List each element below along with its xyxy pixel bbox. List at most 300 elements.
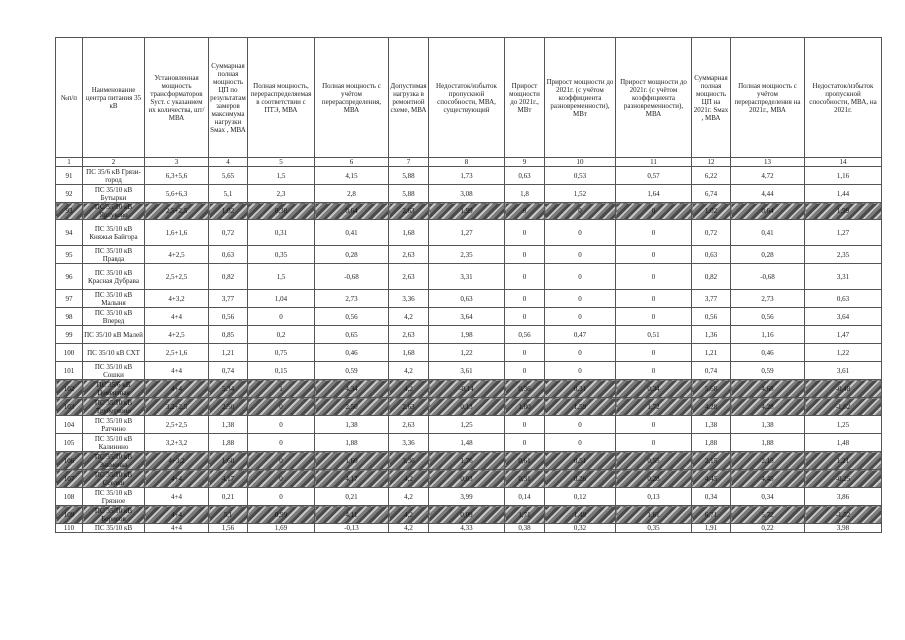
table-row (56, 506, 882, 524)
value-cell: 0,34 (692, 488, 731, 506)
value-cell: 2,35 (429, 246, 505, 264)
value-cell: 4,33 (429, 524, 505, 533)
value-cell: 2,3 (248, 185, 315, 203)
value-cell: 0 (545, 434, 616, 452)
value-cell: 1,80 (505, 398, 545, 416)
table-row (56, 220, 882, 246)
value-cell: 3,99 (429, 488, 505, 506)
value-cell: 3,61 (805, 362, 882, 380)
value-cell: 2,50 (209, 398, 248, 416)
value-cell: 2,50 (315, 398, 389, 416)
value-cell: 4,2 (389, 362, 429, 380)
value-cell: 4,17 (315, 470, 389, 488)
value-cell: 4+4 (145, 470, 209, 488)
value-cell: 1,68 (389, 344, 429, 362)
value-cell: 0,14 (505, 488, 545, 506)
value-cell: 6,3+5,6 (145, 167, 209, 185)
value-cell: 1,38 (731, 416, 805, 434)
value-cell: 4+4 (145, 362, 209, 380)
value-cell: 0 (505, 434, 545, 452)
value-cell: 0 (505, 220, 545, 246)
value-cell: 0 (505, 362, 545, 380)
column-number-row (56, 158, 882, 167)
value-cell: 1,22 (429, 344, 505, 362)
value-cell: 5,1 (209, 185, 248, 203)
value-cell: 2,5+2,5 (145, 416, 209, 434)
value-cell: 0,47 (545, 326, 616, 344)
value-cell: 0,36 (505, 380, 545, 398)
row-number-cell: 96 (56, 264, 83, 290)
value-cell: 1,60 (315, 452, 389, 470)
value-cell: 0,26 (545, 470, 616, 488)
value-cell: 3,36 (389, 452, 429, 470)
row-number-cell: 98 (56, 308, 83, 326)
value-cell: 4,28 (731, 398, 805, 416)
value-cell: 1,88 (209, 434, 248, 452)
value-cell: 1,27 (429, 220, 505, 246)
value-cell: 0,21 (209, 488, 248, 506)
value-cell: 0,56 (315, 308, 389, 326)
value-cell: 0,22 (731, 524, 805, 533)
value-cell: 1,47 (805, 326, 882, 344)
value-cell: 0 (505, 290, 545, 308)
value-cell: 0,64 (315, 203, 389, 220)
value-cell: 1,71 (505, 506, 545, 524)
value-cell: 5,88 (389, 185, 429, 203)
value-cell: 0,31 (505, 470, 545, 488)
value-cell: 0,38 (505, 524, 545, 533)
substation-name-cell: ПС 35/10 кВ Борисов (83, 506, 145, 524)
column-number-2: 2 (83, 158, 145, 167)
value-cell: 4,2 (389, 470, 429, 488)
row-number-cell: 107 (56, 470, 83, 488)
value-cell: 1,48 (805, 434, 882, 452)
value-cell: 4,2 (389, 524, 429, 533)
column-header-6: Полная мощность с учётом перераспределения, МВА (315, 38, 389, 158)
column-number-11: 11 (616, 158, 692, 167)
substation-name-cell: ПС 35/10 кВ Сошки (83, 362, 145, 380)
column-header-8: Недостаток/избыток пропускной способности, МВА, существующий (429, 38, 505, 158)
table-row (56, 398, 882, 416)
value-cell: 5,68 (692, 380, 731, 398)
value-cell: 4,45 (692, 470, 731, 488)
value-cell: 0,64 (731, 203, 805, 220)
value-cell: 0,35 (616, 524, 692, 533)
value-cell: 0 (505, 344, 545, 362)
column-header-5: Полная мощность, перераспределяемая в соответствии с ПТЭ, МВА (248, 38, 315, 158)
value-cell: 0 (616, 434, 692, 452)
value-cell: 0,03 (429, 470, 505, 488)
value-cell: 0,82 (209, 264, 248, 290)
value-cell: 3,98 (805, 524, 882, 533)
column-header-7: Допустимая нагрузка в ремонтной схеме, МВА (389, 38, 429, 158)
value-cell: 0 (616, 290, 692, 308)
data-table (55, 37, 882, 533)
value-cell: 5,34 (209, 380, 248, 398)
row-number-cell: 93 (56, 203, 83, 220)
value-cell: -0,14 (429, 380, 505, 398)
value-cell: 0 (616, 246, 692, 264)
value-cell: 3,61 (429, 362, 505, 380)
row-number-cell: 94 (56, 220, 83, 246)
value-cell: 0 (505, 264, 545, 290)
value-cell: 1,61 (616, 506, 692, 524)
value-cell: 6,22 (692, 167, 731, 185)
value-cell: 4,28 (692, 398, 731, 416)
table-row (56, 416, 882, 434)
value-cell: -1,52 (805, 506, 882, 524)
value-cell: 1,25 (429, 416, 505, 434)
value-cell: 0,57 (616, 167, 692, 185)
value-cell: 0 (248, 452, 315, 470)
column-number-1: 1 (56, 158, 83, 167)
substation-name-cell: ПС 35/10 кВ Малей (83, 326, 145, 344)
value-cell: 0,13 (616, 488, 692, 506)
column-number-5: 5 (248, 158, 315, 167)
substation-name-cell: ПС 35/10 кВ (83, 524, 145, 533)
value-cell: 0,61 (505, 452, 545, 470)
value-cell: 3,36 (389, 290, 429, 308)
value-cell: 0,53 (545, 167, 616, 185)
value-cell: 0 (616, 308, 692, 326)
substation-name-cell: ПС 35/10 кВ Правда (83, 246, 145, 264)
table-row (56, 326, 882, 344)
value-cell: 3,2+3,2 (145, 434, 209, 452)
value-cell: 3,64 (429, 308, 505, 326)
table-row (56, 524, 882, 533)
value-cell: 0,63 (429, 290, 505, 308)
value-cell: 5,1 (209, 506, 248, 524)
value-cell: 0 (545, 416, 616, 434)
value-cell: 1,36 (692, 326, 731, 344)
substation-name-cell: ПС 35/6 кВ Цементная (83, 380, 145, 398)
column-number-3: 3 (145, 158, 209, 167)
substation-name-cell: ПС 35/10 кВ Малыня (83, 290, 145, 308)
table-row (56, 434, 882, 452)
value-cell: 1,64 (616, 185, 692, 203)
value-cell: 0,46 (731, 344, 805, 362)
column-header-3: Установленная мощность трансформаторов Sуст. с указанием их количества, шт/ МВА (145, 38, 209, 158)
row-number-cell: 99 (56, 326, 83, 344)
value-cell: 5,6+6,3 (145, 185, 209, 203)
substation-name-cell: ПС 35/10 кВ Ярлуково (83, 203, 145, 220)
value-cell: 1,69 (248, 524, 315, 533)
value-cell: 0,41 (315, 220, 389, 246)
value-cell: 4,34 (315, 380, 389, 398)
value-cell: 4+2,5 (145, 246, 209, 264)
value-cell: 2,73 (731, 290, 805, 308)
value-cell: 0,2 (248, 326, 315, 344)
table-row (56, 264, 882, 290)
substation-name-cell: ПС 35/10 кВ Трубетчино (83, 398, 145, 416)
value-cell: 4,15 (315, 167, 389, 185)
table-row (56, 290, 882, 308)
value-cell: 0,28 (315, 246, 389, 264)
column-number-8: 8 (429, 158, 505, 167)
value-cell: 3,36 (389, 434, 429, 452)
value-cell: 1,21 (209, 344, 248, 362)
value-cell: 0,55 (616, 452, 692, 470)
value-cell: 1,88 (731, 434, 805, 452)
value-cell: 0,75 (248, 344, 315, 362)
value-cell: 1,02 (692, 203, 731, 220)
value-cell: 1,60 (209, 452, 248, 470)
value-cell: 1,38 (692, 416, 731, 434)
row-number-cell: 91 (56, 167, 83, 185)
value-cell: 0,59 (315, 362, 389, 380)
value-cell: 4,44 (731, 185, 805, 203)
value-cell: 4+3,2 (145, 452, 209, 470)
value-cell: 2,73 (315, 290, 389, 308)
row-number-cell: 102 (56, 380, 83, 398)
value-cell: 4+3,2 (145, 290, 209, 308)
value-cell: 1,98 (429, 326, 505, 344)
value-cell: 3,08 (429, 185, 505, 203)
value-cell: 0 (545, 220, 616, 246)
value-cell: 0 (545, 362, 616, 380)
value-cell: 0 (545, 264, 616, 290)
value-cell: 0 (505, 308, 545, 326)
value-cell: 4,72 (731, 167, 805, 185)
table-row (56, 362, 882, 380)
column-header-1: №п/п (56, 38, 83, 158)
column-number-7: 7 (389, 158, 429, 167)
value-cell: 2,63 (389, 246, 429, 264)
column-number-6: 6 (315, 158, 389, 167)
value-cell: 4,11 (315, 506, 389, 524)
row-number-cell: 109 (56, 506, 83, 524)
value-cell: 0,21 (315, 488, 389, 506)
row-number-cell: 95 (56, 246, 83, 264)
value-cell: 5,72 (731, 506, 805, 524)
value-cell: 1,56 (209, 524, 248, 533)
value-cell: 0,51 (616, 326, 692, 344)
value-cell: 4,17 (209, 470, 248, 488)
value-cell: 2,63 (389, 416, 429, 434)
value-cell: 0,72 (692, 220, 731, 246)
value-cell: 1,59 (545, 398, 616, 416)
value-cell: 1,16 (805, 167, 882, 185)
value-cell: 2,63 (389, 326, 429, 344)
row-number-cell: 104 (56, 416, 83, 434)
table-row (56, 452, 882, 470)
value-cell: 0 (545, 308, 616, 326)
value-cell: 0,13 (429, 398, 505, 416)
value-cell: 4,45 (731, 470, 805, 488)
value-cell: -0,68 (315, 264, 389, 290)
value-cell: 4+4 (145, 488, 209, 506)
value-cell: 5,65 (209, 167, 248, 185)
value-cell: 0,85 (209, 326, 248, 344)
column-header-9: Прирост мощности до 2021г., МВт (505, 38, 545, 158)
value-cell: 6,74 (692, 185, 731, 203)
substation-name-cell: ПС 35/10 кВ Красная Дубрава (83, 264, 145, 290)
substation-name-cell: ПС 35/10 кВ Ратчино (83, 416, 145, 434)
value-cell: 0,15 (248, 362, 315, 380)
column-header-12: Суммарная полная мощность ЦП на 2021г. Sмах , МВА (692, 38, 731, 158)
value-cell: 0 (616, 362, 692, 380)
value-cell: 1,22 (805, 344, 882, 362)
value-cell: 1,99 (429, 203, 505, 220)
value-cell: 0,32 (545, 524, 616, 533)
value-cell: 4,2 (389, 488, 429, 506)
value-cell: 2,63 (389, 203, 429, 220)
value-cell: 0,63 (805, 290, 882, 308)
value-cell: 2,5+2,5 (145, 264, 209, 290)
substation-name-cell: ПС 35/10 кВ СХТ (83, 344, 145, 362)
value-cell: 0 (545, 203, 616, 220)
row-number-cell: 106 (56, 452, 83, 470)
substation-name-cell: ПС 35/10 кВ Калинино (83, 434, 145, 452)
table-row (56, 203, 882, 220)
value-cell: 0,63 (209, 246, 248, 264)
value-cell: 0,34 (616, 380, 692, 398)
table-body (56, 167, 882, 533)
column-number-9: 9 (505, 158, 545, 167)
table-header (56, 38, 882, 167)
value-cell: 4,2 (389, 380, 429, 398)
row-number-cell: 103 (56, 398, 83, 416)
value-cell: 1,88 (315, 434, 389, 452)
column-number-10: 10 (545, 158, 616, 167)
value-cell: 0,74 (209, 362, 248, 380)
column-number-12: 12 (692, 158, 731, 167)
value-cell: 1,5 (248, 167, 315, 185)
value-cell: 0,56 (692, 308, 731, 326)
value-cell: 0 (248, 398, 315, 416)
column-header-13: Полная мощность с учётом перераспределения на 2021г., МВА (731, 38, 805, 158)
value-cell: 1,02 (209, 203, 248, 220)
value-cell: 1,76 (429, 452, 505, 470)
value-cell: 0 (616, 203, 692, 220)
value-cell: 3,86 (805, 488, 882, 506)
value-cell: 0 (248, 434, 315, 452)
value-cell: 3,77 (692, 290, 731, 308)
substation-name-cell: ПС 35/10 кВ Вперед (83, 308, 145, 326)
value-cell: 2,35 (805, 246, 882, 264)
value-cell: 1,44 (805, 185, 882, 203)
value-cell: 1,72 (616, 398, 692, 416)
value-cell: 1,48 (429, 434, 505, 452)
value-cell: 1,52 (545, 185, 616, 203)
value-cell: 1,8 (505, 185, 545, 203)
value-cell: 4,2 (389, 308, 429, 326)
value-cell: 0,99 (248, 506, 315, 524)
value-cell: 2,5+1,6 (145, 344, 209, 362)
column-header-11: Прирост мощности до 2021г. (с учётом коэффициента разновременности), МВА (616, 38, 692, 158)
substation-name-cell: ПС 35/10 кВ Сселки (83, 470, 145, 488)
row-number-cell: 100 (56, 344, 83, 362)
value-cell: 1,99 (805, 203, 882, 220)
value-cell: 0,56 (209, 308, 248, 326)
value-cell: 1,04 (248, 290, 315, 308)
column-number-13: 13 (731, 158, 805, 167)
value-cell: 2,15 (692, 452, 731, 470)
table-row (56, 470, 882, 488)
value-cell: 1,27 (805, 220, 882, 246)
value-cell: 1,91 (692, 524, 731, 533)
value-cell: 3,2+2,5 (145, 398, 209, 416)
row-number-cell: 97 (56, 290, 83, 308)
row-number-cell: 108 (56, 488, 83, 506)
value-cell: 1,5 (248, 264, 315, 290)
value-cell: 0,31 (248, 220, 315, 246)
substation-name-cell: ПС 35/10 кВ Знаменка (83, 452, 145, 470)
value-cell: 0,46 (315, 344, 389, 362)
value-cell: 0,34 (731, 488, 805, 506)
value-cell: 1 (248, 380, 315, 398)
value-cell: 1,38 (315, 416, 389, 434)
value-cell: 4+4 (145, 380, 209, 398)
value-cell: 0,31 (545, 380, 616, 398)
value-cell: 3,31 (429, 264, 505, 290)
value-cell: 2,63 (389, 264, 429, 290)
value-cell: 0,72 (209, 220, 248, 246)
value-cell: 4+4 (145, 524, 209, 533)
table-row (56, 308, 882, 326)
value-cell: 0 (616, 344, 692, 362)
table-row (56, 246, 882, 264)
value-cell: 0 (616, 264, 692, 290)
value-cell: -0,13 (315, 524, 389, 533)
value-cell: 0,56 (731, 308, 805, 326)
column-number-14: 14 (805, 158, 882, 167)
value-cell: 0,63 (505, 167, 545, 185)
value-cell: 0 (545, 290, 616, 308)
column-header-4: Суммарная полная мощность ЦП по результатам замеров максимума нагрузки Sмах , МВА (209, 38, 248, 158)
value-cell: 0,35 (248, 246, 315, 264)
substation-name-cell: ПС 35/10 кВ Бутырки (83, 185, 145, 203)
value-cell: 0,28 (616, 470, 692, 488)
value-cell: 0,09 (429, 506, 505, 524)
column-header-2: Наименование центра питания 35 кВ (83, 38, 145, 158)
table-row (56, 185, 882, 203)
value-cell: 0,28 (731, 246, 805, 264)
value-cell: -1,62 (805, 398, 882, 416)
row-number-cell: 110 (56, 524, 83, 533)
value-cell: 3,77 (209, 290, 248, 308)
column-header-10: Прирост мощности до 2021г. (с учётом коэффициента разновременности), МВт (545, 38, 616, 158)
table-row (56, 344, 882, 362)
value-cell: 2,63 (389, 398, 429, 416)
value-cell: 0 (505, 246, 545, 264)
value-cell: 4+4 (145, 506, 209, 524)
value-cell: 0 (505, 416, 545, 434)
header-row (56, 38, 882, 158)
substation-name-cell: ПС 35/6 кВ Грязи-город (83, 167, 145, 185)
value-cell: 0,51 (545, 452, 616, 470)
row-number-cell: 105 (56, 434, 83, 452)
row-number-cell: 101 (56, 362, 83, 380)
value-cell: 0 (248, 470, 315, 488)
value-cell: 4+2,5 (145, 326, 209, 344)
value-cell: 1,16 (731, 326, 805, 344)
value-cell: 0 (248, 308, 315, 326)
substation-name-cell: ПС 35/10 кВ Грязное (83, 488, 145, 506)
value-cell: 1,6+1,6 (145, 220, 209, 246)
value-cell: 1,25 (805, 416, 882, 434)
value-cell: 0 (248, 416, 315, 434)
value-cell: 3,31 (805, 264, 882, 290)
value-cell: 0 (616, 416, 692, 434)
table-row (56, 380, 882, 398)
value-cell: 0,38 (248, 203, 315, 220)
value-cell: 2,15 (731, 452, 805, 470)
value-cell: 0 (616, 220, 692, 246)
value-cell: 4+4 (145, 308, 209, 326)
value-cell: 0 (545, 246, 616, 264)
value-cell: 0,63 (692, 246, 731, 264)
